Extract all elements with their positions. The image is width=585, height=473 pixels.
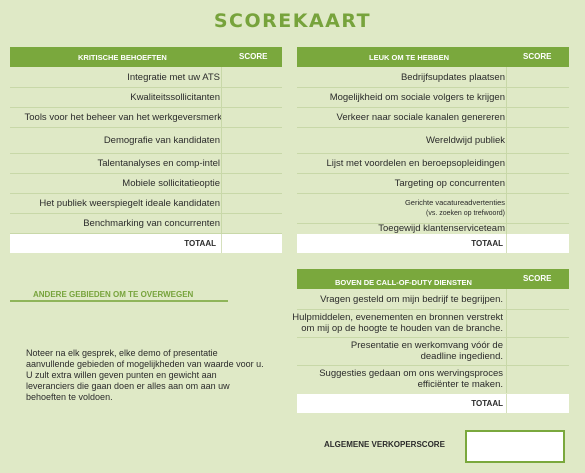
table-row (297, 365, 569, 393)
overall-score-box[interactable] (465, 430, 565, 463)
criteria-label: Suggesties gedaan om ons wervingsproces efficiënter te maken. (319, 368, 503, 390)
criteria-label: Het publiek weerspiegelt ideale kandidaten (39, 197, 220, 209)
panel-header (297, 47, 569, 67)
criteria-label: Toegewijd klantenserviceteam (378, 223, 505, 234)
criteria-label: Mogelijkheid om sociale volgers te krijgen (329, 91, 505, 103)
table-row (297, 107, 569, 128)
score-cell[interactable] (221, 107, 282, 127)
table-row (297, 289, 569, 310)
panel-header (297, 269, 569, 289)
criteria-label: Mobiele sollicitatieoptie (122, 177, 220, 189)
score-cell[interactable] (221, 67, 282, 87)
andere-note: Noteer na elk gesprek, elke demo of presentatie aanvullende gebieden of mogelijkheden van waarde voor u. U zult extra willen geven punten en gewicht aan leveranciers die gaan doen er alles aan om aan uw behoeften te voldoen. (26, 348, 264, 402)
table-row (297, 173, 569, 194)
panel-boven-call-of-duty (292, 269, 569, 415)
table-row (297, 67, 569, 88)
score-cell[interactable] (506, 153, 569, 173)
header-score: SCORE (523, 274, 552, 283)
header-label: BOVEN DE CALL-OF-DUTY DIENSTEN (335, 278, 472, 287)
table-row (10, 67, 282, 88)
criteria-label: Talentanalyses en comp-intel (97, 157, 220, 169)
table-row (10, 153, 282, 174)
total-row (297, 234, 569, 253)
table-row (297, 153, 569, 174)
header-score: SCORE (523, 52, 552, 61)
score-cell[interactable] (506, 173, 569, 193)
score-cell[interactable] (221, 127, 282, 153)
criteria-label (297, 193, 505, 223)
panel-header (10, 47, 282, 67)
score-cell[interactable] (221, 87, 282, 107)
criteria-label: Presentatie en werkomvang vóór de deadline ingediend. (350, 340, 503, 362)
criteria-label-line: Gerichte vacatureadvertenties (404, 198, 505, 207)
criteria-label: Hulpmiddelen, evenementen en bronnen verstrekt om mij op de hoogte te houden van de branche. (292, 312, 503, 334)
table-row (297, 87, 569, 108)
total-score-box[interactable] (506, 234, 569, 253)
total-label: TOTAAL (471, 399, 503, 408)
criteria-label: Bedrijfsupdates plaatsen (400, 71, 505, 83)
criteria-label: Wereldwijd publiek (425, 134, 505, 146)
score-cell[interactable] (221, 213, 282, 233)
criteria-label: Kwaliteitssollicitanten (130, 91, 220, 103)
header-label: LEUK OM TE HEBBEN (369, 53, 450, 62)
score-cell[interactable] (506, 337, 569, 365)
score-cell[interactable] (506, 365, 569, 393)
andere-divider (10, 300, 228, 302)
criteria-label: Demografie van kandidaten (103, 134, 220, 146)
header-score: SCORE (239, 52, 268, 61)
total-label: TOTAAL (471, 239, 503, 248)
score-cell[interactable] (506, 67, 569, 87)
score-cell[interactable] (221, 173, 282, 193)
total-score-box[interactable] (221, 234, 282, 253)
table-row (10, 127, 282, 154)
criteria-label: Verkeer naar sociale kanalen genereren (336, 111, 505, 123)
criteria-label-subline: (vs. zoeken op trefwoord) (426, 210, 505, 217)
criteria-label: Benchmarking van concurrenten (83, 217, 220, 229)
page-title: SCOREKAART (213, 10, 372, 32)
criteria-label: Targeting op concurrenten (394, 177, 505, 189)
table-row (297, 193, 569, 224)
table-row (10, 193, 282, 214)
score-cell[interactable] (506, 223, 569, 234)
criteria-label: Lijst met voordelen en beroepsopleidingen (326, 157, 505, 169)
score-cell[interactable] (506, 193, 569, 223)
panel-leuk-om-te-hebben (297, 47, 569, 254)
table-row (297, 127, 569, 154)
table-row (297, 337, 569, 366)
score-cell[interactable] (506, 107, 569, 127)
criteria-label: Integratie met uw ATS (127, 71, 220, 83)
table-row (10, 87, 282, 108)
total-row (10, 234, 282, 253)
total-row (297, 394, 569, 413)
table-row (10, 107, 282, 128)
score-cell[interactable] (506, 127, 569, 153)
andere-heading: ANDERE GEBIEDEN OM TE OVERWEGEN (33, 290, 194, 299)
header-label: KRITISCHE BEHOEFTEN (78, 53, 167, 62)
score-cell[interactable] (506, 87, 569, 107)
score-cell[interactable] (221, 193, 282, 213)
table-row (297, 223, 569, 234)
criteria-label: Vragen gesteld om mijn bedrijf te begrijpen. (320, 293, 503, 305)
score-cell[interactable] (221, 153, 282, 173)
score-cell[interactable] (506, 289, 569, 309)
total-label: TOTAAL (184, 239, 216, 248)
total-score-box[interactable] (506, 394, 569, 413)
criteria-label: Tools voor het beheer van het werkgeversmerk (24, 111, 222, 123)
table-row (10, 213, 282, 234)
overall-score-label: ALGEMENE VERKOPERSCORE (324, 440, 445, 449)
score-cell[interactable] (506, 309, 569, 337)
table-row (292, 309, 569, 338)
table-row (10, 173, 282, 194)
panel-kritische-behoeften (10, 47, 282, 254)
